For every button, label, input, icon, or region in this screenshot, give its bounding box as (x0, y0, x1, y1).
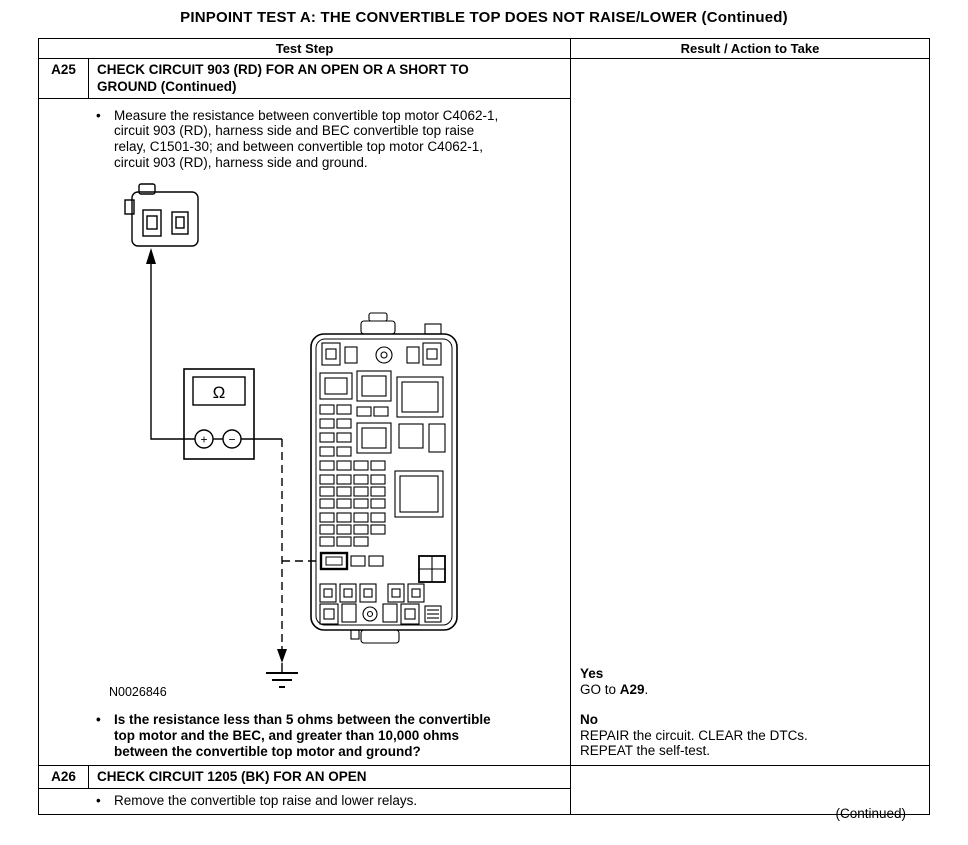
pinpoint-test-table (38, 38, 930, 815)
col-header-test-step: Test Step (39, 39, 571, 58)
bullet-marker (96, 712, 103, 759)
negative-lead-wire (241, 439, 321, 672)
a26-step-id: A26 (39, 766, 89, 788)
test-block-a25 (39, 59, 929, 766)
plus-probe-label: + (200, 432, 208, 447)
result-no-action-1: REPAIR the circuit. CLEAR the DTCs. (580, 727, 808, 743)
connector-icon (125, 184, 198, 246)
figure-id: N0026846 (109, 685, 167, 700)
a25-measure-text: Measure the resistance between convertible top motor C4062-1, circuit 903 (RD), harness side and BEC convertible top raise relay, C1501-30; and between convertible top motor C4062-1, circuit 903 (RD), harness side and ground. (114, 107, 499, 170)
result-spacer (580, 698, 921, 712)
circuit-diagram (39, 172, 569, 702)
ohm-symbol: Ω (212, 383, 226, 403)
result-yes-label: Yes (580, 665, 604, 681)
result-no-action-2: REPEAT the self-test. (580, 743, 711, 759)
col-header-result: Result / Action to Take (680, 41, 820, 56)
a25-question (96, 712, 570, 759)
diagram-area (39, 172, 570, 702)
result-no-label: No (580, 711, 598, 727)
a25-step-id: A25 (39, 59, 89, 98)
a25-title-row (39, 59, 570, 99)
bec-fusebox-icon (311, 313, 457, 643)
bullet-marker (96, 108, 103, 171)
minus-probe-label: − (228, 432, 236, 447)
a25-result-cell (571, 59, 929, 765)
a25-question-text: Is the resistance less than 5 ohms between the convertible top motor and the BEC, and greater than 10,000 ohms between the convertible top motor and ground? (114, 712, 491, 759)
a26-instruction-text: Remove the convertible top raise and lower relays. (114, 793, 418, 809)
ground-symbol-icon (266, 673, 298, 687)
page-title: PINPOINT TEST A: THE CONVERTIBLE TOP DOES NOT RAISE/LOWER (Continued) (180, 9, 788, 26)
a26-title-row (39, 766, 570, 789)
table-header-row (39, 39, 929, 59)
result-yes-action: GO to A29. (580, 681, 649, 697)
a25-step-title: CHECK CIRCUIT 903 (RD) FOR AN OPEN OR A SHORT TO GROUND (Continued) (97, 62, 469, 94)
a25-measure-instruction (96, 108, 570, 171)
continued-note: (Continued) (835, 806, 906, 821)
positive-lead-wire (146, 248, 195, 439)
a26-step-title: CHECK CIRCUIT 1205 (BK) FOR AN OPEN (97, 769, 367, 785)
